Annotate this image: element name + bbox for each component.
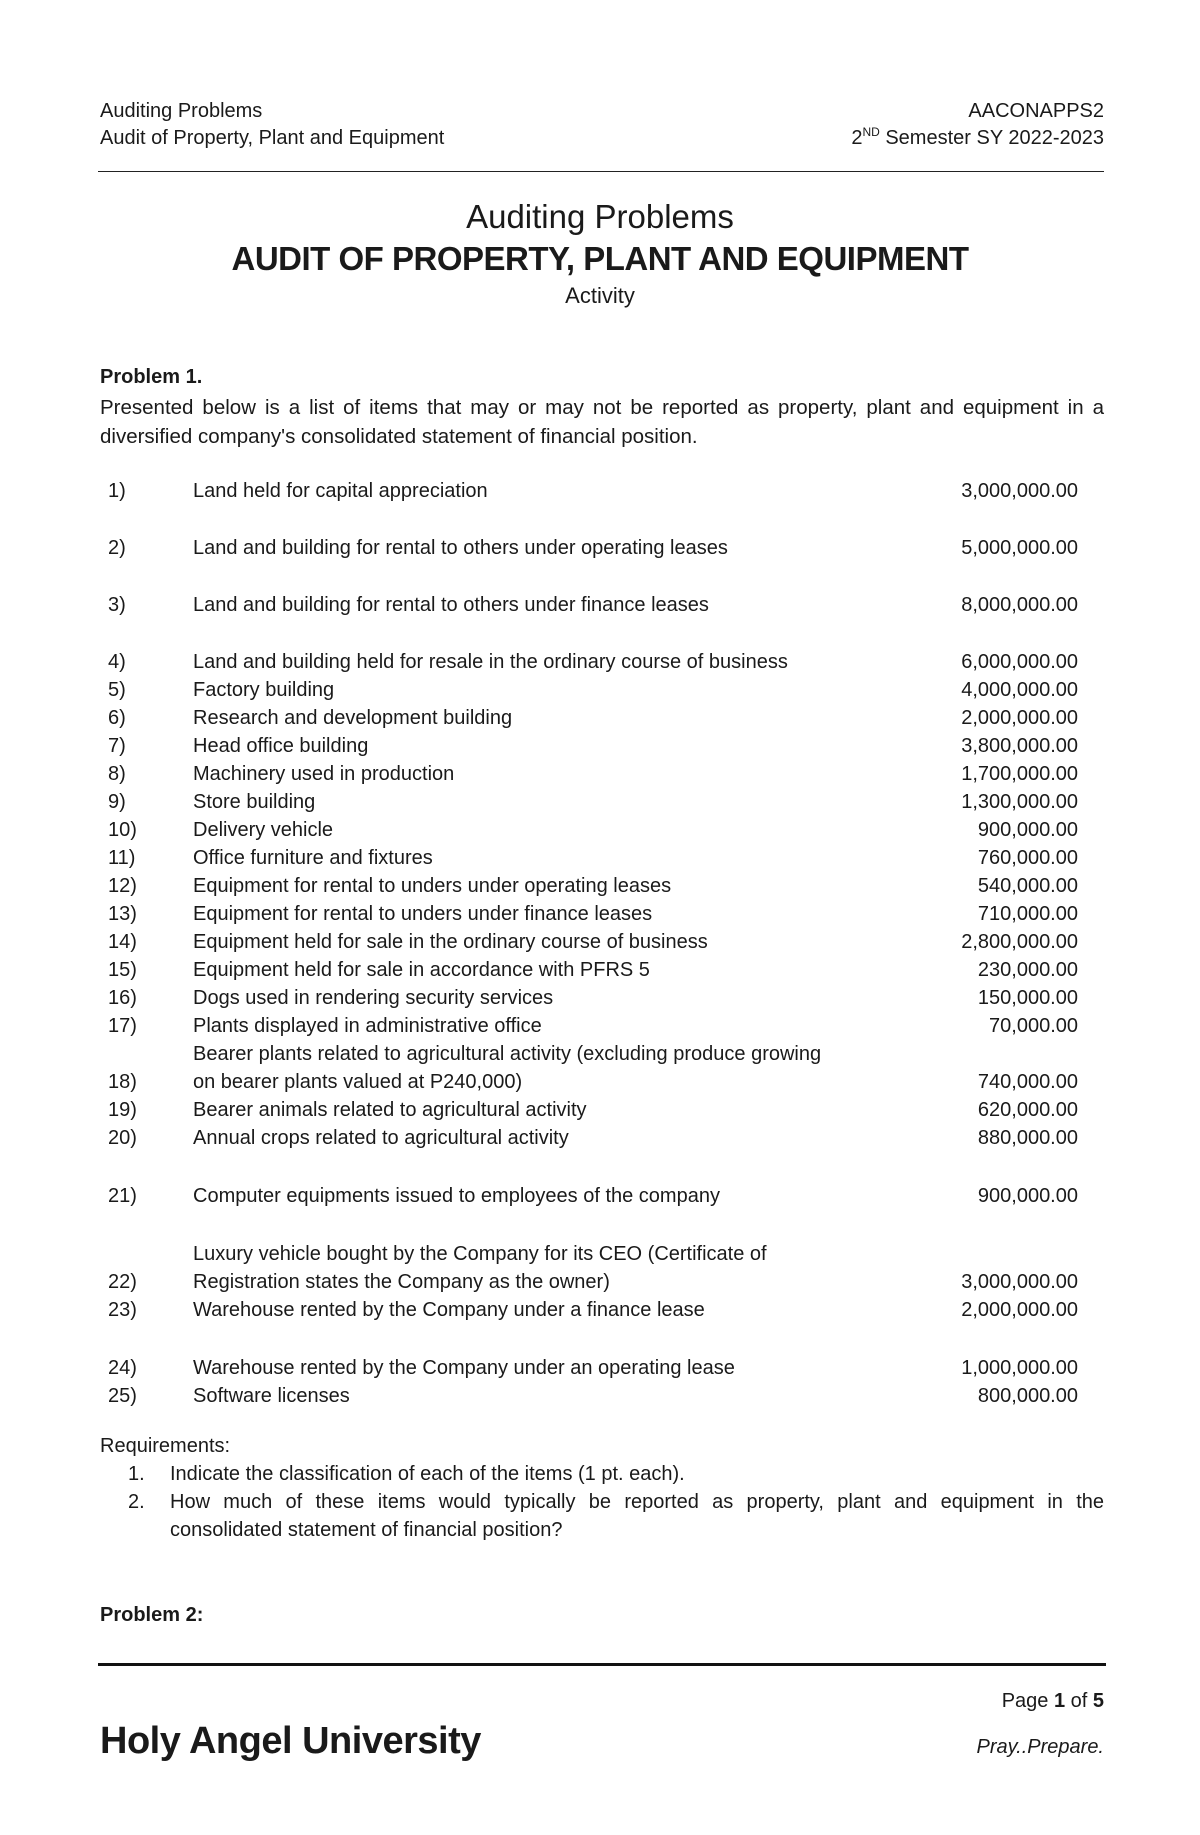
item-amount: 3,000,000.00 xyxy=(961,1271,1078,1293)
item-amount: 2,000,000.00 xyxy=(961,707,1078,729)
requirement-text: How much of these items would typically be reported as property, plant and equipment in the consolidated statement of financial position? xyxy=(170,1491,1104,1541)
page-label-text: Page xyxy=(1001,1690,1054,1712)
item-amount: 3,000,000.00 xyxy=(961,480,1078,502)
page-label: Activity xyxy=(565,283,635,308)
requirement-number: 2. xyxy=(128,1491,145,1513)
item-description: Dogs used in rendering security services xyxy=(193,987,554,1009)
item-number: 18) xyxy=(108,1071,137,1093)
item-description: Land and building for rental to others under operating leases xyxy=(193,537,728,559)
item-description: Factory building xyxy=(193,679,335,701)
item-number: 24) xyxy=(108,1357,137,1379)
item-amount: 1,000,000.00 xyxy=(961,1357,1078,1379)
item-amount: 3,800,000.00 xyxy=(961,735,1078,757)
item-number: 2) xyxy=(108,537,126,559)
item-amount: 2,800,000.00 xyxy=(961,931,1078,953)
header-right xyxy=(851,98,1104,152)
item-amount: 540,000.00 xyxy=(977,875,1078,897)
item-number: 25) xyxy=(108,1385,137,1407)
item-number: 21) xyxy=(108,1185,137,1207)
item-number: 11) xyxy=(108,847,136,869)
item-number: 17) xyxy=(108,1015,137,1037)
item-number: 22) xyxy=(108,1271,137,1293)
item-description: Land held for capital appreciation xyxy=(193,480,488,502)
item-amount: 1,700,000.00 xyxy=(961,763,1078,785)
item-amount: 1,300,000.00 xyxy=(961,791,1078,813)
item-description: Equipment for rental to unders under finance leases xyxy=(193,903,653,925)
item-amount: 5,000,000.00 xyxy=(961,537,1078,559)
item-description: Head office building xyxy=(193,735,369,757)
item-description: Warehouse rented by the Company under an operating lease xyxy=(193,1357,735,1379)
item-description: Research and development building xyxy=(193,707,513,729)
item-description: Bearer animals related to agricultural activity xyxy=(193,1099,587,1121)
item-description: Equipment held for sale in accordance with PFRS 5 xyxy=(193,959,650,981)
item-number: 4) xyxy=(108,651,126,673)
item-description: Delivery vehicle xyxy=(193,819,334,841)
item-description: Software licenses xyxy=(193,1385,350,1407)
item-amount: 4,000,000.00 xyxy=(961,679,1078,701)
header-topic: Audit of Property, Plant and Equipment xyxy=(100,127,445,149)
item-amount: 150,000.00 xyxy=(977,987,1078,1009)
title-block xyxy=(0,196,1200,312)
page-of-text: of xyxy=(1065,1690,1093,1712)
item-description: Computer equipments issued to employees of the company xyxy=(193,1185,720,1207)
page-current: 1 xyxy=(1053,1690,1066,1712)
item-amount: 2,000,000.00 xyxy=(961,1299,1078,1321)
item-number: 20) xyxy=(108,1127,137,1149)
item-description: Luxury vehicle bought by the Company for its CEO (Certificate of Registration states the Company as the owner) xyxy=(193,1243,767,1293)
item-amount: 230,000.00 xyxy=(977,959,1078,981)
item-number: 5) xyxy=(108,679,126,701)
item-amount: 6,000,000.00 xyxy=(961,651,1078,673)
item-amount: 710,000.00 xyxy=(977,903,1078,925)
header-semester xyxy=(851,125,1104,152)
item-number: 9) xyxy=(108,791,126,813)
item-amount: 620,000.00 xyxy=(977,1099,1078,1121)
item-amount: 740,000.00 xyxy=(977,1071,1078,1093)
problem-1-intro: Presented below is a list of items that may or may not be reported as property, plant and equipment in a diversified company's consolidated statement of financial position. xyxy=(100,396,1104,448)
item-number: 13) xyxy=(108,903,137,925)
semester-ordinal-suffix: ND xyxy=(862,125,880,139)
item-description: Store building xyxy=(193,791,316,813)
item-description: Plants displayed in administrative office xyxy=(193,1015,542,1037)
item-description: Machinery used in production xyxy=(193,763,455,785)
item-number: 23) xyxy=(108,1299,137,1321)
item-description: Equipment for rental to unders under operating leases xyxy=(193,875,672,897)
header-divider xyxy=(98,171,1104,172)
item-number: 15) xyxy=(108,959,137,981)
item-number: 12) xyxy=(108,875,137,897)
footer-divider xyxy=(98,1663,1106,1666)
problem-1-title: Problem 1. xyxy=(100,366,203,388)
item-number: 14) xyxy=(108,931,137,953)
page-number xyxy=(1002,1690,1104,1713)
requirements-title: Requirements: xyxy=(100,1435,231,1457)
item-number: 10) xyxy=(108,819,137,841)
semester-text: Semester SY 2022-2023 xyxy=(879,127,1104,149)
item-description: Annual crops related to agricultural activity xyxy=(193,1127,569,1149)
item-number: 8) xyxy=(108,763,126,785)
item-number: 7) xyxy=(108,735,126,757)
item-number: 19) xyxy=(108,1099,137,1121)
item-number: 3) xyxy=(108,594,126,616)
item-description: Warehouse rented by the Company under a finance lease xyxy=(193,1299,705,1321)
item-amount: 760,000.00 xyxy=(977,847,1078,869)
item-description: Bearer plants related to agricultural activity (excluding produce growing on bearer plants valued at P240,000) xyxy=(193,1043,822,1093)
item-amount: 900,000.00 xyxy=(977,1185,1078,1207)
requirement-text: Indicate the classification of each of the items (1 pt. each). xyxy=(170,1463,685,1485)
page-title: Auditing Problems xyxy=(466,198,734,235)
item-number: 1) xyxy=(108,480,126,502)
university-name: Holy Angel University xyxy=(100,1720,481,1762)
footer-tagline: Pray..Prepare. xyxy=(976,1736,1104,1758)
item-number: 6) xyxy=(108,707,126,729)
item-description: Land and building for rental to others under finance leases xyxy=(193,594,709,616)
item-amount: 880,000.00 xyxy=(977,1127,1078,1149)
page-subtitle: AUDIT OF PROPERTY, PLANT AND EQUIPMENT xyxy=(231,240,969,277)
problem-2-title: Problem 2: xyxy=(100,1604,204,1626)
semester-ordinal: 2 xyxy=(851,127,863,149)
item-description: Equipment held for sale in the ordinary course of business xyxy=(193,931,708,953)
item-description: Land and building held for resale in the ordinary course of business xyxy=(193,651,788,673)
page-total: 5 xyxy=(1092,1690,1104,1712)
item-number: 16) xyxy=(108,987,137,1009)
item-amount: 70,000.00 xyxy=(989,1015,1078,1037)
header-course-title: Auditing Problems xyxy=(100,100,263,122)
header-left xyxy=(100,98,444,152)
item-amount: 800,000.00 xyxy=(977,1385,1078,1407)
requirement-number: 1. xyxy=(128,1463,145,1485)
item-description: Office furniture and fixtures xyxy=(193,847,433,869)
header-course-code: AACONAPPS2 xyxy=(968,100,1104,122)
item-amount: 900,000.00 xyxy=(977,819,1078,841)
item-amount: 8,000,000.00 xyxy=(961,594,1078,616)
